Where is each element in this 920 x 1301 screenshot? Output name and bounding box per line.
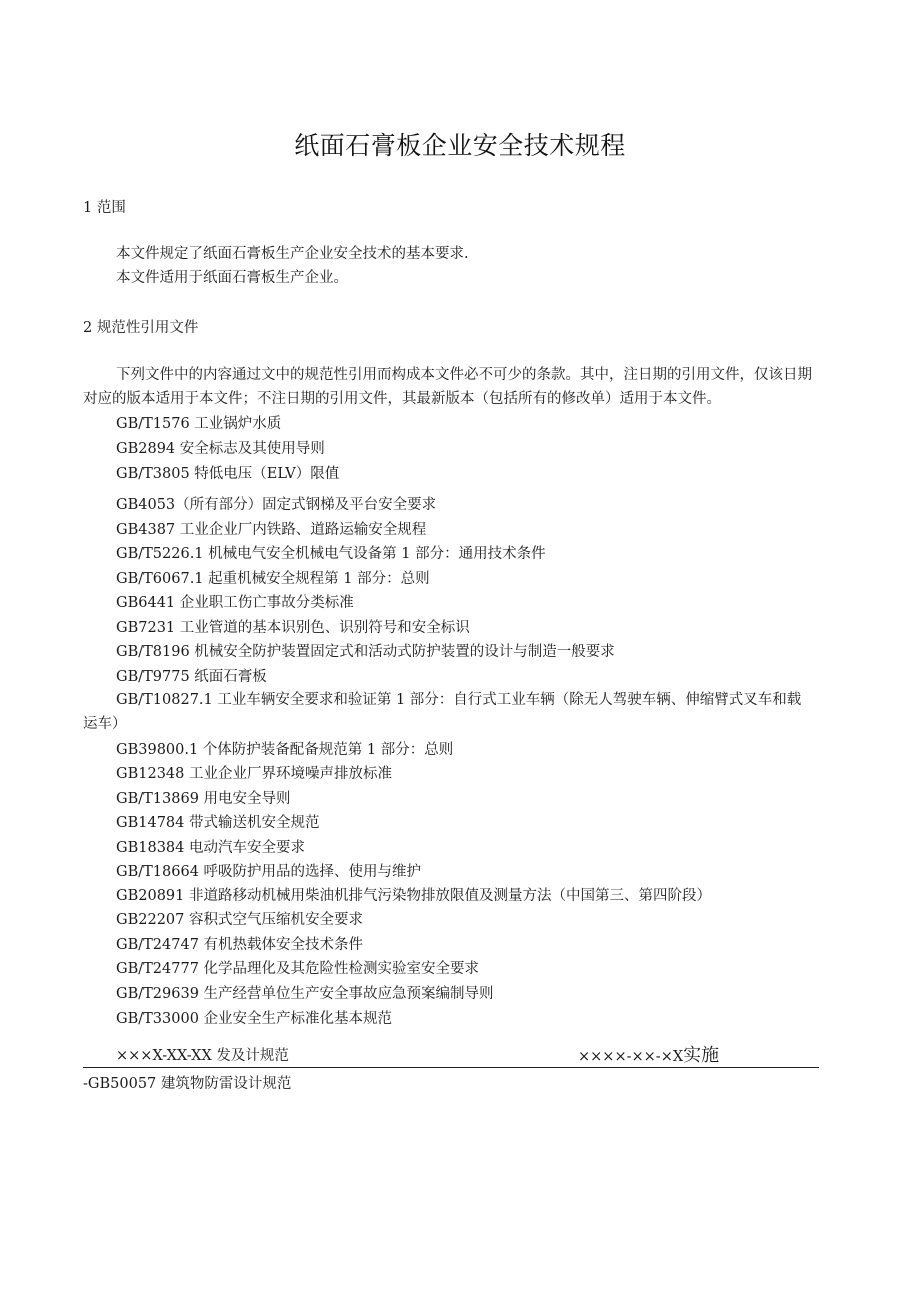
reference-item: GB2894 安全标志及其使用导则 [116,441,325,457]
implement-date: ××××-××-×X [578,1049,684,1065]
implement-line [578,1045,719,1068]
reference-item: GB/T29639 生产经营单位生产安全事故应急预案编制导则 [116,986,494,1002]
reference-item: GB20891 非道路移动机械用柴油机排气污染物排放限值及测量方法（中国第三、第四阶段） [116,888,711,904]
reference-item: GB6441 企业职工伤亡事故分类标准 [116,595,354,611]
reference-item: GB39800.1 个体防护装备配备规范第 1 部分：总则 [116,742,454,758]
issue-line: ×××X-XX-XX 发及计规范 [116,1048,289,1064]
scope-paragraph: 本文件规定了纸面石膏板生产企业安全技术的基本要求. [116,246,469,262]
reference-item-after-rule: -GB50057 建筑物防雷设计规范 [83,1076,292,1092]
reference-item: GB/T1576 工业锅炉水质 [116,416,282,432]
reference-item: GB/T9775 纸面石膏板 [116,669,267,685]
reference-item: GB4387 工业企业厂内铁路、道路运输安全规程 [116,522,427,538]
references-intro-paragraph: 下列文件中的内容通过文中的规范性引用而构成本文件必不可少的条款。其中，注日期的引用文件，仅该日期对应的版本适用于本文件；不注日期的引用文件，其最新版本（包括所有的修改单）适用于本文件。 [83,367,812,407]
reference-item: GB/T10827.1 工业车辆安全要求和验证第 1 部分：自行式工业车辆（除无人驾驶车辆、伸缩臂式叉车和载运车） [83,692,802,732]
reference-item: GB4053（所有部分）固定式钢梯及平台安全要求 [116,497,437,513]
reference-item: GB/T5226.1 机械电气安全机械电气设备第 1 部分：通用技术条件 [116,546,546,562]
reference-item: GB7231 工业管道的基本识别色、识别符号和安全标识 [116,620,470,636]
section-heading-scope: 1 范围 [83,200,126,216]
reference-item: GB/T3805 特低电压（ELV）限值 [116,466,340,482]
footer-divider [83,1067,819,1068]
section-heading-references: 2 规范性引用文件 [83,320,199,336]
reference-item: GB22207 容积式空气压缩机安全要求 [116,912,363,928]
reference-item: GB14784 带式输送机安全规范 [116,815,320,831]
reference-item: GB18384 电动汽车安全要求 [116,840,305,856]
reference-item: GB/T13869 用电安全导则 [116,791,291,807]
scope-paragraph: 本文件适用于纸面石膏板生产企业。 [116,270,348,286]
reference-item: GB/T24747 有机热载体安全技术条件 [116,937,364,953]
reference-item: GB/T33000 企业安全生产标准化基本规范 [116,1011,393,1027]
reference-item: GB/T18664 呼吸防护用品的选择、使用与维护 [116,864,422,880]
reference-item: GB/T24777 化学品理化及其危险性检测实验室安全要求 [116,961,480,977]
reference-item: GB/T6067.1 起重机械安全规程第 1 部分：总则 [116,571,430,587]
page-title: 纸面石膏板企业安全技术规程 [294,131,626,160]
implement-word: 实施 [683,1045,720,1066]
reference-item: GB/T8196 机械安全防护装置固定式和活动式防护装置的设计与制造一般要求 [116,644,615,660]
reference-item: GB12348 工业企业厂界环境噪声排放标准 [116,766,392,782]
